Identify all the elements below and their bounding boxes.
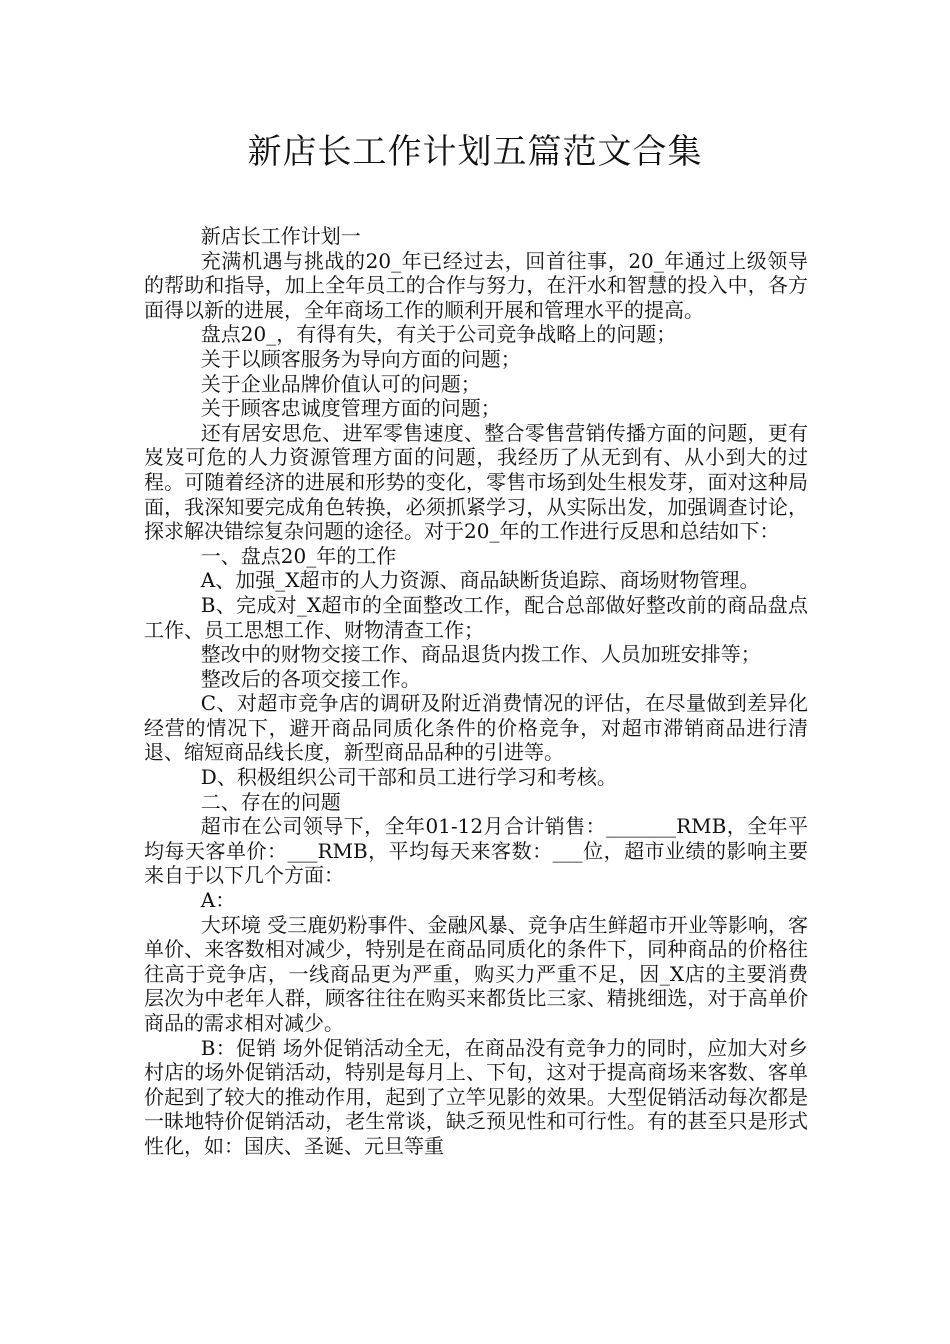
document-title: 新店长工作计划五篇范文合集 [247,132,703,172]
paragraph: B、完成对_X超市的全面整改工作，配合总部做好整改前的商品盘点工作、员工思想工作、财物清查工作； [144,592,808,642]
paragraph: 充满机遇与挑战的20_年已经过去，回首往事，20_年通过上级领导的帮助和指导，加上全年员工的合作与努力，在汗水和智慧的投入中，各方面得以新的进展，全年商场工作的顺利开展和管理水平的提高。 [144,248,808,322]
section-heading: 一、盘点20_年的工作 [200,543,397,568]
paragraph: 超市在公司领导下，全年01-12月合计销售：_______RMB，全年平均每天客单价：___RMB，平均每天来客数：___位，超市业绩的影响主要来自于以下几个方面： [144,814,808,888]
section-heading: 二、存在的问题 [200,789,341,814]
section-heading: 新店长工作计划一 [200,224,361,248]
paragraph: B：促销 场外促销活动全无，在商品没有竞争力的同时，应加大对乡村店的场外促销活动，特别是每月上、下旬，这对于提高商场来客数、客单价起到了较大的推动作用，起到了立竿见影的效果。大型促销活动每次都是一昧地特价促销活动，老生常谈，缺乏预见性和可行性。有的甚至只是形式性化，如：国庆、圣诞、元旦等重 [144,1035,808,1158]
paragraph: A、加强_X超市的人力资源、商品缺断货追踪、商场财物管理。 [200,568,760,593]
paragraph: 关于顾客忠诚度管理方面的问题； [200,396,501,421]
paragraph: 盘点20_，有得有失，有关于公司竞争战略上的问题； [200,322,677,347]
paragraph: 整改后的各项交接工作。 [200,666,421,691]
paragraph: 大环境 受三鹿奶粉事件、金融风暴、竞争店生鲜超市开业等影响，客单价、来客数相对减少，特别是在商品同质化的条件下，同种商品的价格往往高于竞争店，一线商品更为严重，购买力严重不足，因_X店的主要消费层次为中老年人群，顾客往往在购买来都货比三家、精挑细选，对于高单价商品的需求相对减少。 [144,912,808,1035]
paragraph: 关于以顾客服务为导向方面的问题； [200,346,521,371]
paragraph: 还有居安思危、进军零售速度、整合零售营销传播方面的问题，更有岌岌可危的人力资源管理方面的问题，我经历了从无到有、从小到大的过程。可随着经济的进展和形势的变化，零售市场到处生根发芽，面对这种局面，我深知要完成角色转换，必须抓紧学习，从实际出发，加强调查讨论，探求解决错综复杂问题的途径。对于20_年的工作进行反思和总结如下： [144,420,808,544]
paragraph: 整改中的财物交接工作、商品退货内拨工作、人员加班安排等； [200,642,761,667]
document-body [144,224,808,1159]
paragraph: 关于企业品牌价值认可的问题； [200,371,481,396]
paragraph: A： [200,888,236,913]
paragraph: D、积极组织公司干部和员工进行学习和考核。 [200,765,617,790]
paragraph: C、对超市竞争店的调研及附近消费情况的评估，在尽量做到差异化经营的情况下，避开商品同质化条件的价格竞争，对超市滞销商品进行清退、缩短商品线长度，新型商品品种的引进等。 [144,691,808,765]
